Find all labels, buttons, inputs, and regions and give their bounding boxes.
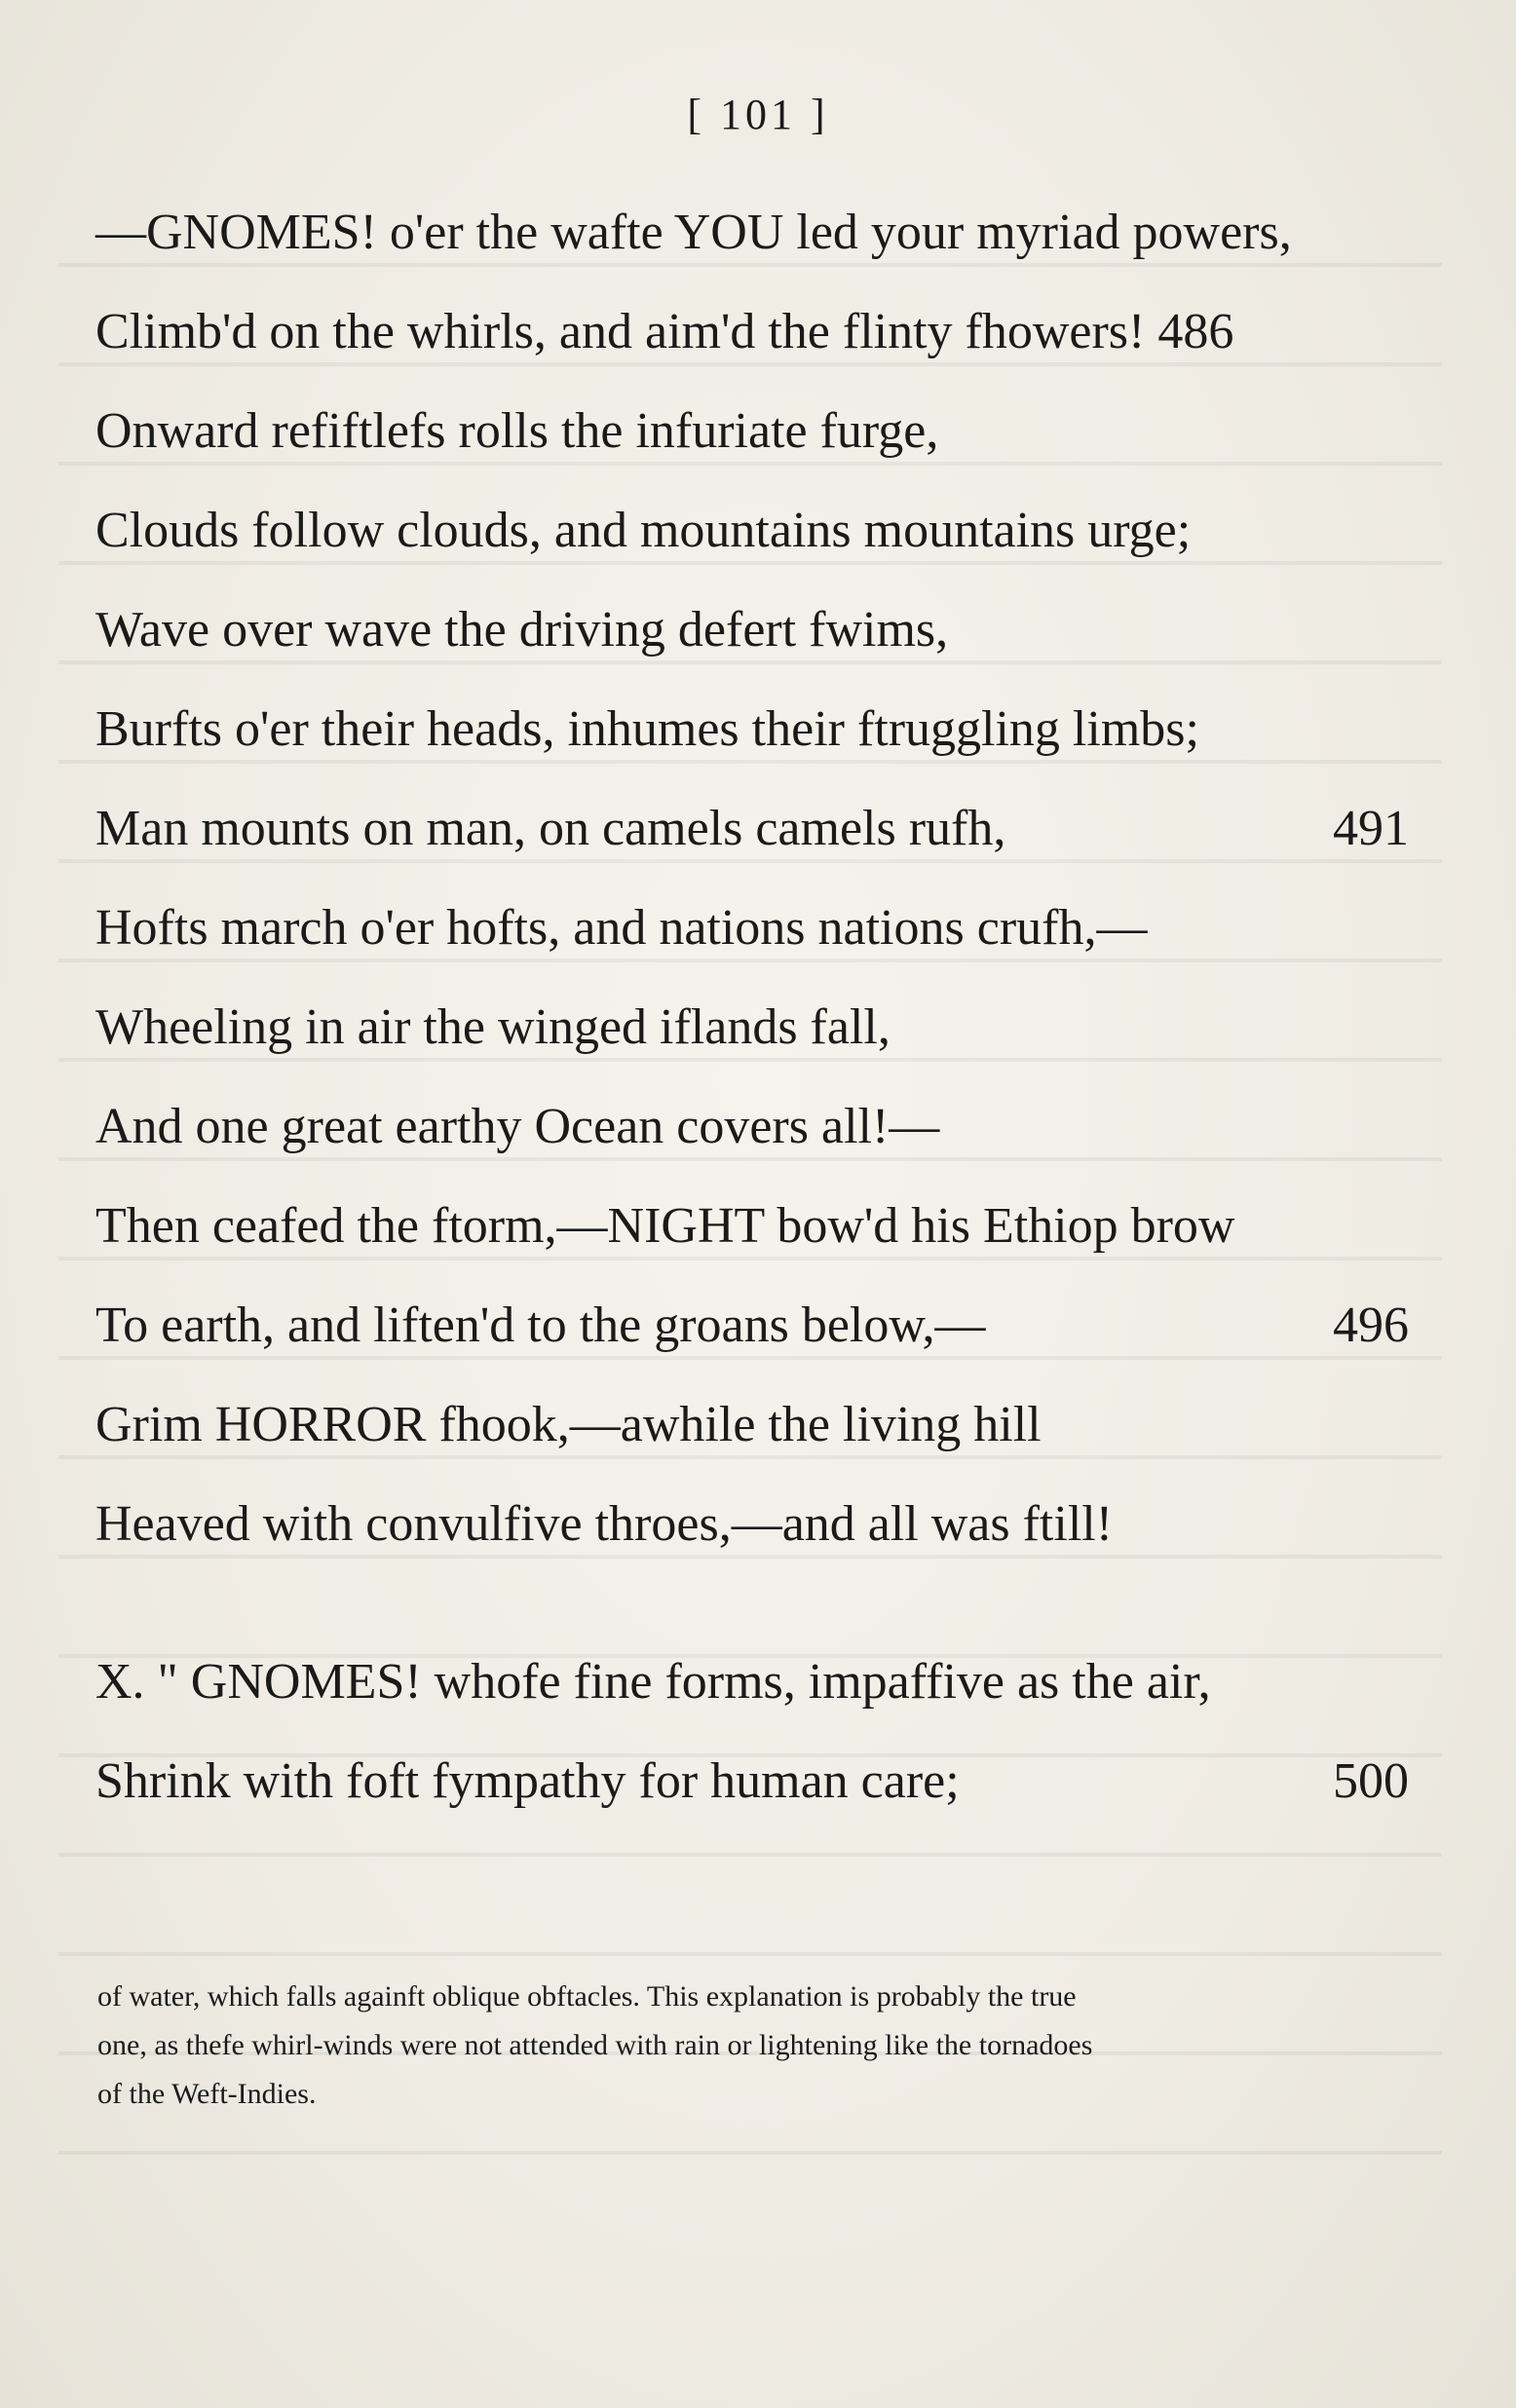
page-number: [ 101 ] <box>687 91 829 138</box>
poem-line <box>95 978 1409 1077</box>
line-number: 500 <box>1333 1753 1409 1809</box>
poem-line <box>95 779 1409 879</box>
poem-line-text: To earth, and liften'd to the groans below,— <box>95 1298 986 1353</box>
line-number: 496 <box>1333 1298 1409 1353</box>
poem-line <box>95 1732 1409 1831</box>
poem-line <box>95 481 1409 581</box>
poem-line <box>95 1633 1409 1732</box>
poem-line-text: Burfts o'er their heads, inhumes their ftruggling limbs; <box>95 701 1199 757</box>
poem-line <box>95 581 1409 680</box>
poem-line-text: Climb'd on the whirls, and aim'd the flinty fhowers! 486 <box>95 304 1234 359</box>
poem-line <box>95 879 1409 978</box>
footnote-line: one, as thefe whirl-winds were not attended with rain or lightening like the tornadoes <box>97 2029 1093 2061</box>
poem-line-text: Onward refiftlefs rolls the infuriate furge, <box>95 403 939 459</box>
poem-line <box>95 1177 1409 1276</box>
poem-line-text: X. " GNOMES! whofe fine forms, impaffive as the air, <box>95 1654 1211 1710</box>
poem-line-text: Wave over wave the driving defert fwims, <box>95 602 949 658</box>
poem-line-text: Grim HORROR fhook,—awhile the living hill <box>95 1397 1042 1452</box>
poem-line-text: And one great earthy Ocean covers all!— <box>95 1099 940 1154</box>
footnote-line: of water, which falls againft oblique obftacles. This explanation is probably the true <box>97 1980 1077 2013</box>
poem-line-text: Heaved with convulfive throes,—and all was ftill! <box>95 1496 1114 1552</box>
poem-line-text: Hofts march o'er hofts, and nations nations crufh,— <box>95 900 1148 956</box>
poem-line <box>95 382 1409 481</box>
footnote <box>97 1973 1415 2119</box>
line-number: 491 <box>1333 801 1409 856</box>
poem-body <box>95 183 1409 1831</box>
poem-line-text: —GNOMES! o'er the wafte YOU led your myriad powers, <box>95 205 1292 260</box>
poem-line-text: Clouds follow clouds, and mountains mountains urge; <box>95 503 1192 558</box>
poem-line-text: Man mounts on man, on camels camels rufh, <box>95 801 1006 856</box>
poem-line <box>95 183 1409 282</box>
poem-line <box>95 1375 1409 1475</box>
poem-line-text: Wheeling in air the winged iflands fall, <box>95 999 891 1055</box>
poem-line <box>95 1475 1409 1574</box>
poem-line-text: Shrink with foft fympathy for human care; <box>95 1753 960 1809</box>
poem-line <box>95 680 1409 779</box>
footnote-line: of the Weft-Indies. <box>97 2078 317 2110</box>
poem-line <box>95 282 1409 382</box>
poem-line <box>95 1077 1409 1177</box>
poem-line <box>95 1276 1409 1375</box>
poem-line-text: Then ceafed the ftorm,—NIGHT bow'd his Ethiop brow <box>95 1198 1235 1254</box>
